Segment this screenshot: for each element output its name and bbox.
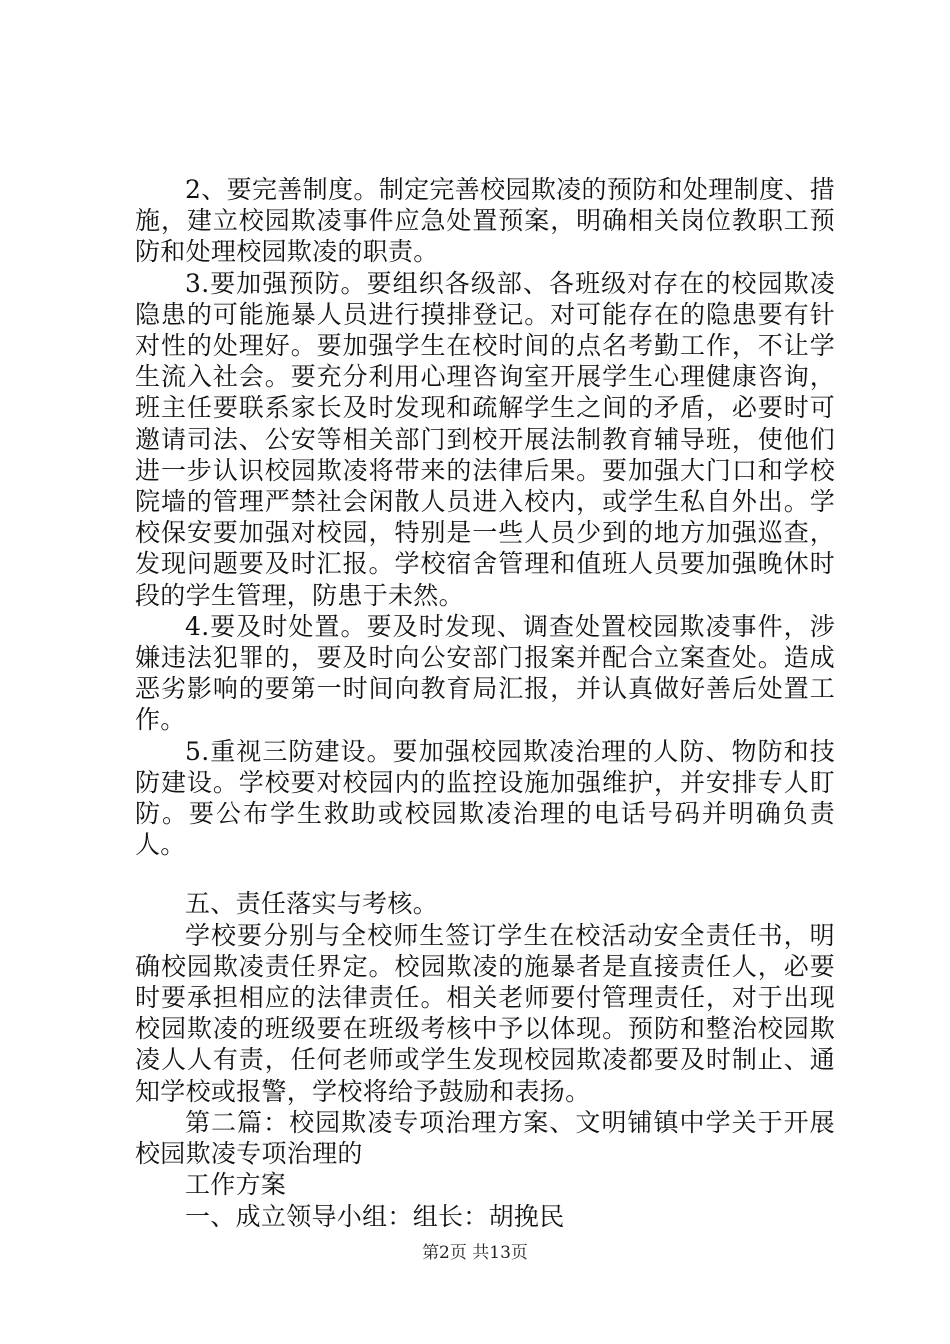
paragraph-improve-system: 2、要完善制度。制定完善校园欺凌的预防和处理制度、措施，建立校园欺凌事件应急处置预案，明确相关岗位教职工预防和处理校园欺凌的职责。 [135,175,835,267]
paragraph-prevention: 3.要加强预防。要组织各级部、各班级对存在的校园欺凌隐患的可能施暴人员进行摸排登记。对可能存在的隐患要有针对性的处理好。要加强学生在校时间的点名考勤工作，不让学生流入社会。要充分利用心理咨询室开展学生心理健康咨询，班主任要联系家长及时发现和疏解学生之间的矛盾，必要时可邀请司法、公安等相关部门到校开展法制教育辅导班，使他们进一步认识校园欺凌将带来的法律后果。要加强大门口和学校院墙的管理严禁社会闲散人员进入校内，或学生私自外出。学校保安要加强对校园，特别是一些人员少到的地方加强巡查，发现问题要及时汇报。学校宿舍管理和值班人员要加强晚休时段的学生管理，防患于未然。 [135,268,835,610]
document-body [135,174,835,1232]
second-article-title: 第二篇：校园欺凌专项治理方案、文明铺镇中学关于开展校园欺凌专项治理的 [135,1107,835,1169]
paragraph-responsibility: 学校要分别与全校师生签订学生在校活动安全责任书，明确校园欺凌责任界定。校园欺凌的施暴者是直接责任人，必要时要承担相应的法律责任。相关老师要付管理责任，对于出现校园欺凌的班级要在班级考核中予以体现。预防和整治校园欺凌人人有责，任何老师或学生发现校园欺凌都要及时制止、通知学校或报警，学校将给予鼓励和表扬。 [135,920,835,1106]
paragraph-timely-handling: 4.要及时处置。要及时发现、调查处置校园欺凌事件，涉嫌违法犯罪的，要及时向公安部门报案并配合立案查处。造成恶劣影响的要第一时间向教育局汇报，并认真做好善后处置工作。 [135,611,835,735]
paragraph-three-defense: 5.重视三防建设。要加强校园欺凌治理的人防、物防和技防建设。学校要对校园内的监控设施加强维护，并安排专人盯防。要公布学生救助或校园欺凌治理的电话号码并明确负责人。 [135,736,835,860]
leadership-group-line: 一、成立领导小组：组长：胡挽民 [185,1201,565,1231]
work-plan-heading: 工作方案 [185,1170,287,1200]
page-number-footer: 第2页 共13页 [422,1243,528,1263]
section-heading-responsibility: 五、责任落实与考核。 [185,889,439,919]
paragraph-gap [135,860,835,888]
